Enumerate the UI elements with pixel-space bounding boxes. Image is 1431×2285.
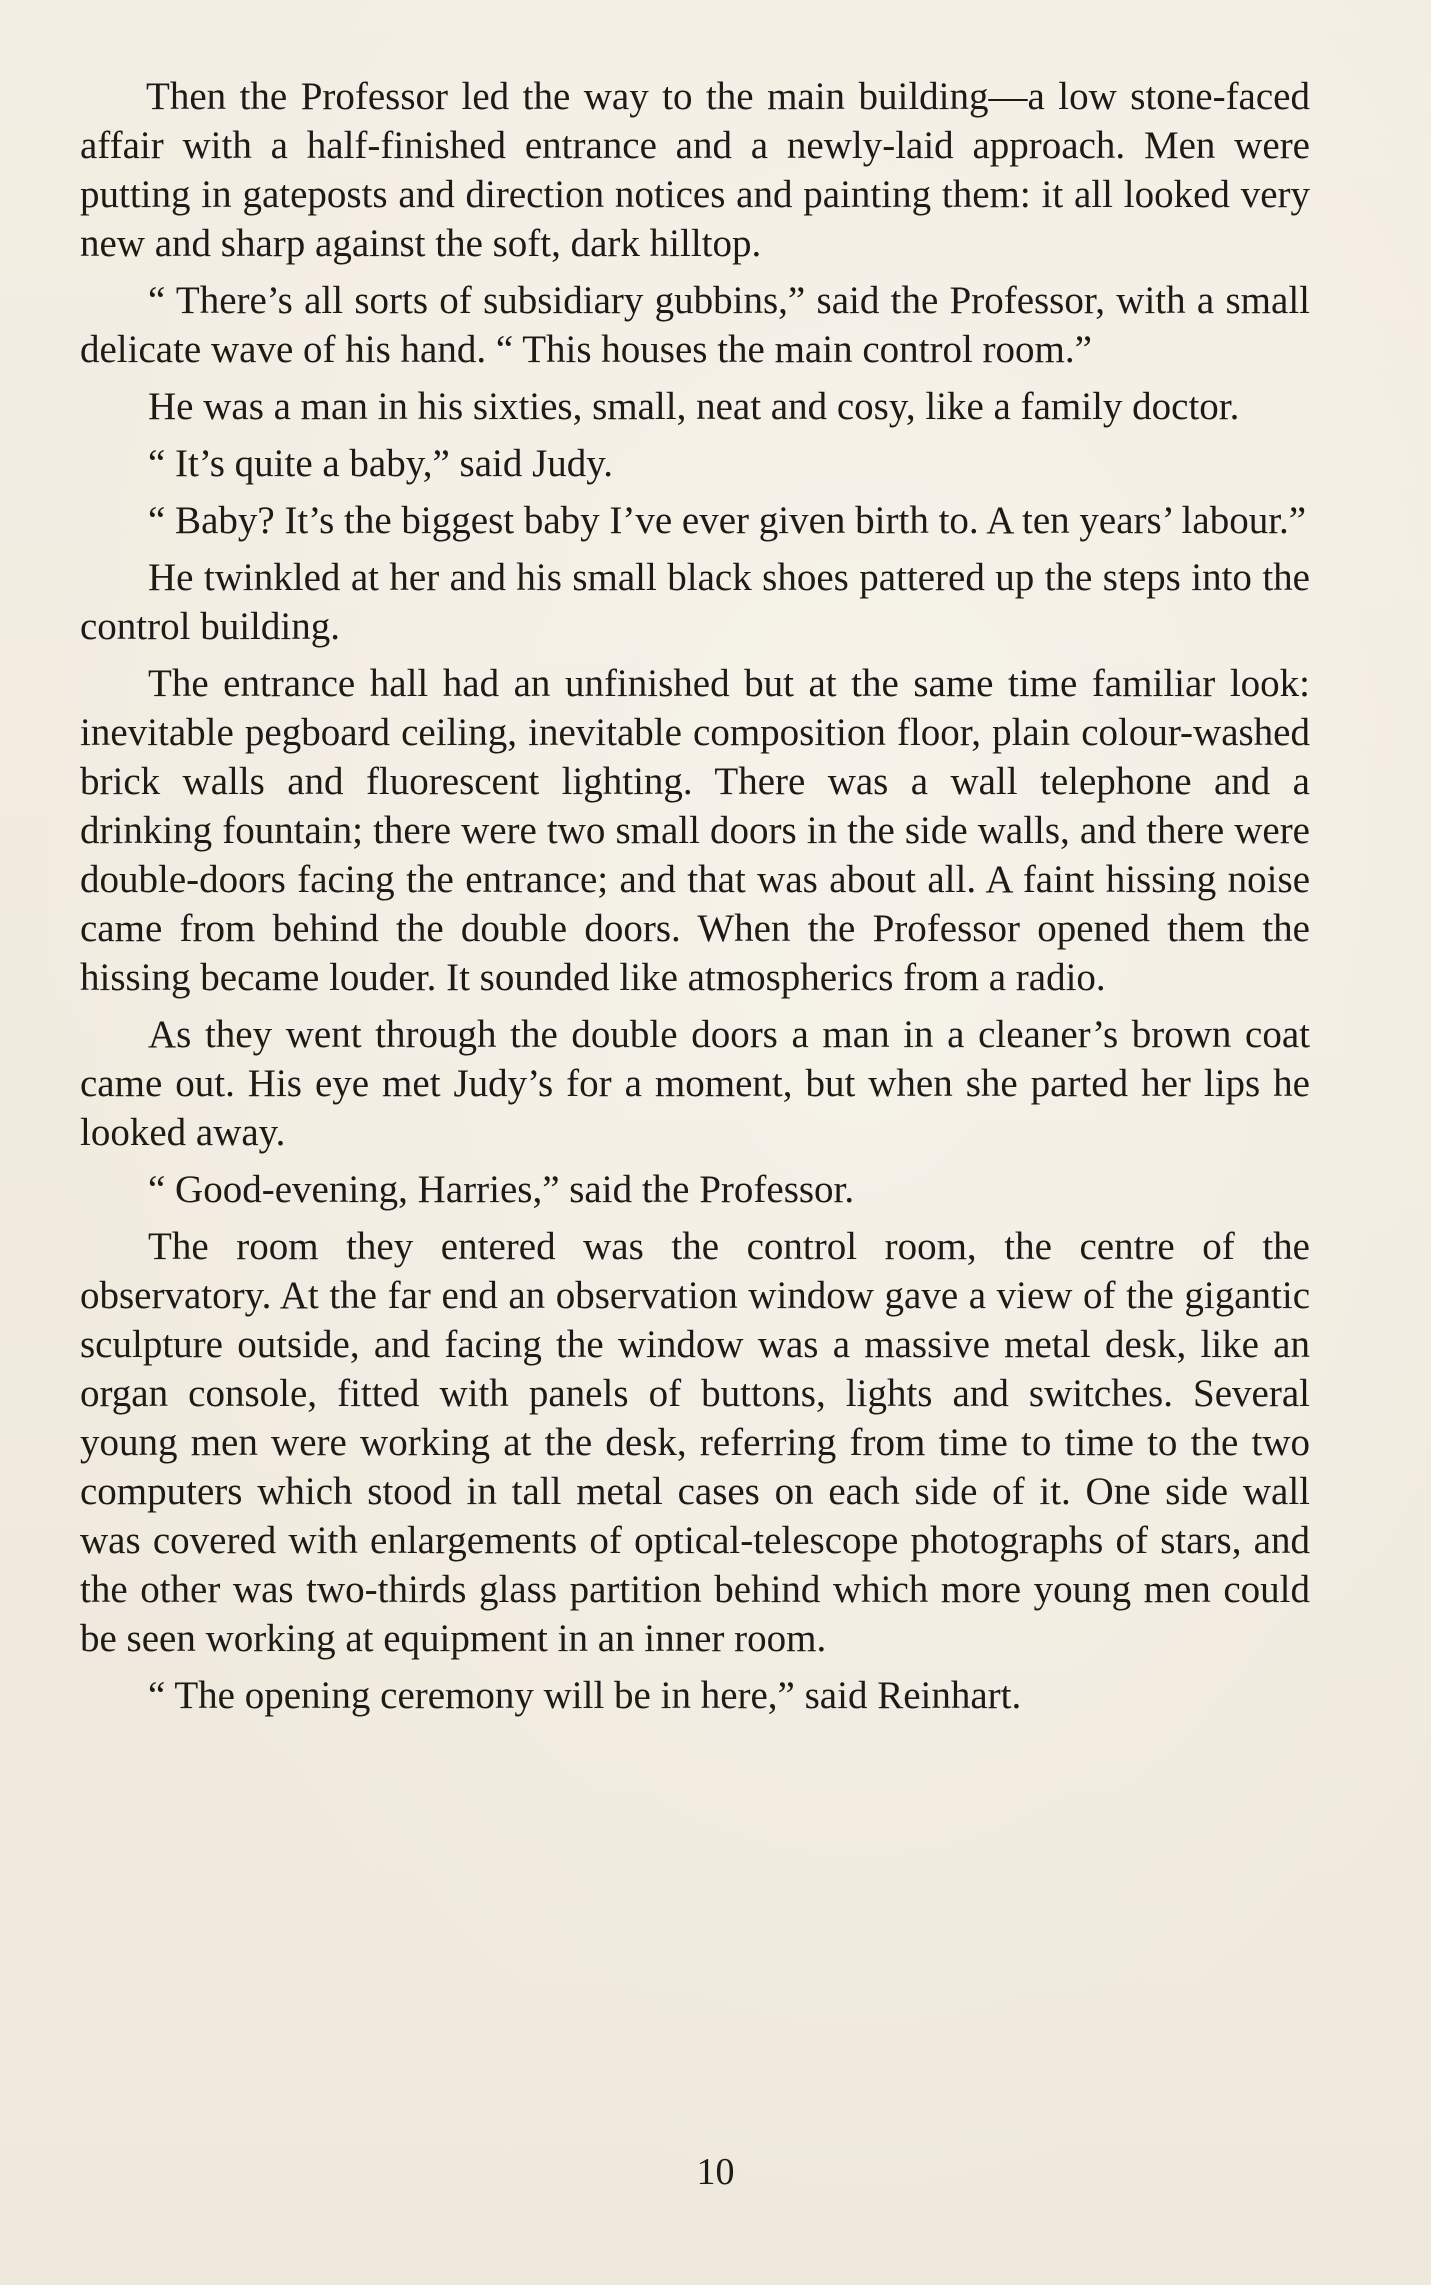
page-number: 10: [696, 2151, 735, 2193]
paragraph: Then the Professor led the way to the main building—a low stone-faced affair with a half-finished entrance and a newly-laid approach. Men were putting in gateposts and direction notices and painting them: it all looked very new and sharp against the soft, dark hilltop.: [80, 75, 1310, 265]
paragraph: The entrance hall had an unfinished but at the same time familiar look: inevitable pegboard ceiling, inevitable composition floor, plain colour-washed brick walls and fluorescent lighting. There was a wall telephone and a drinking fountain; there were two small doors in the side walls, and there were double-doors facing the entrance; and that was about all. A faint hissing noise came from behind the double doors. When the Professor opened them the hissing became louder. It sounded like atmospherics from a radio.: [80, 662, 1310, 999]
paragraph: He twinkled at her and his small black shoes pattered up the steps into the control building.: [80, 556, 1310, 648]
body-text: [80, 72, 1310, 1728]
paragraph: “ It’s quite a baby,” said Judy.: [148, 442, 613, 485]
paragraph: As they went through the double doors a man in a cleaner’s brown coat came out. His eye met Judy’s for a moment, but when she parted her lips he looked away.: [80, 1013, 1310, 1154]
paragraph: The room they entered was the control room, the centre of the observatory. At the far end an observation window gave a view of the gigantic sculpture outside, and facing the window was a massive metal desk, like an organ console, fitted with panels of buttons, lights and switches. Several young men were working at the desk, referring from time to time to the two computers which stood in tall metal cases on each side of it. One side wall was covered with enlargements of optical-telescope photographs of stars, and the other was two-thirds glass partition behind which more young men could be seen working at equipment in an inner room.: [80, 1225, 1310, 1660]
paragraph: “ There’s all sorts of subsidiary gubbins,” said the Professor, with a small delicate wave of his hand. “ This houses the main control room.”: [80, 279, 1310, 371]
paragraph: “ Baby? It’s the biggest baby I’ve ever given birth to. A ten years’ labour.”: [148, 499, 1307, 542]
paragraph: He was a man in his sixties, small, neat and cosy, like a family doctor.: [148, 385, 1240, 428]
paragraph: “ Good-evening, Harries,” said the Professor.: [148, 1168, 855, 1211]
paragraph: “ The opening ceremony will be in here,” said Reinhart.: [148, 1674, 1022, 1717]
